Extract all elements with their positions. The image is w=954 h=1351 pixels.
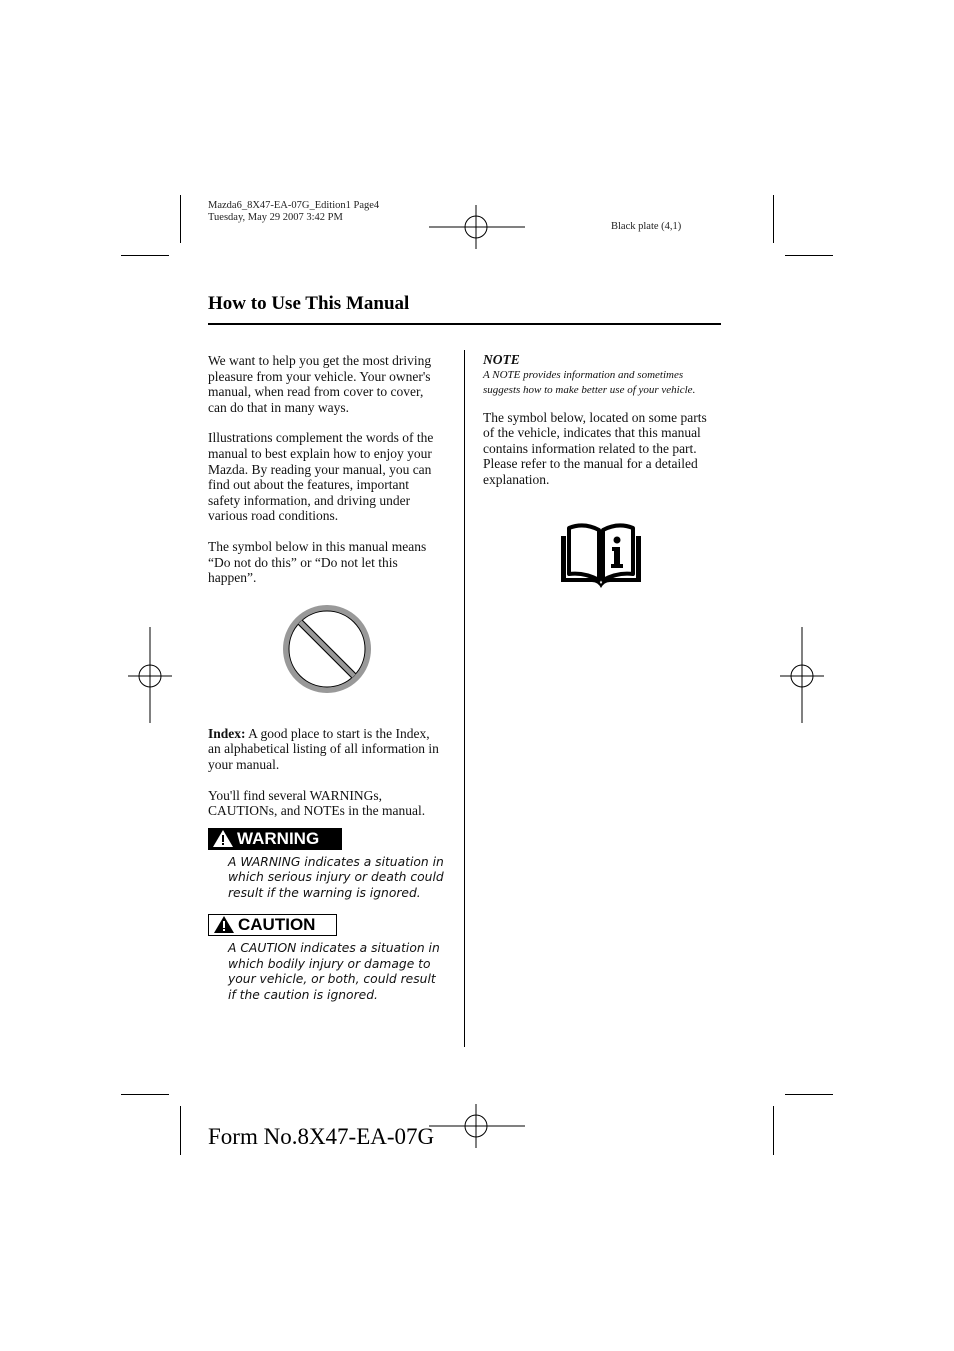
intro-paragraph: We want to help you get the most driving pleasure from your vehicle. Your owner's manual, when read from cover to cover, can do that in many ways. xyxy=(208,353,432,415)
alert-triangle-icon xyxy=(213,915,235,934)
prohibition-figure xyxy=(208,603,444,711)
note-title: NOTE xyxy=(483,352,520,367)
crop-mark xyxy=(121,1094,169,1095)
registration-mark-icon xyxy=(429,1104,525,1148)
print-info xyxy=(208,200,379,224)
warning-label: WARNING xyxy=(237,828,320,848)
manual-book-icon xyxy=(558,518,644,590)
index-text: A good place to start is the Index, an alphabetical listing of all information in your manual. xyxy=(208,725,439,772)
registration-mark-icon xyxy=(429,205,525,249)
crop-mark xyxy=(180,195,181,243)
warning-text: A WARNING indicates a situation in which serious injury or death could result if the warning is ignored. xyxy=(228,854,444,901)
caution-label: CAUTION xyxy=(238,915,316,934)
prohibition-icon xyxy=(281,603,373,695)
caution-text: A CAUTION indicates a situation in which bodily injury or damage to your vehicle, or both, could result if the caution is ignored. xyxy=(228,940,440,1002)
left-column xyxy=(208,353,444,1004)
crop-mark xyxy=(785,255,833,256)
caution-badge xyxy=(208,914,337,936)
alert-triangle-icon xyxy=(212,829,234,848)
form-number: Form No.8X47-EA-07G xyxy=(208,1124,435,1149)
registration-mark-icon xyxy=(780,627,824,723)
title-rule xyxy=(208,323,721,325)
index-paragraph xyxy=(208,726,444,773)
notices-paragraph: You'll find several WARNINGs, CAUTIONs, and NOTEs in the manual. xyxy=(208,787,426,819)
crop-mark xyxy=(785,1094,833,1095)
note-text: A NOTE provides information and sometimes suggests how to make better use of your vehicle. xyxy=(483,368,696,397)
column-divider xyxy=(464,350,465,1047)
crop-mark xyxy=(773,195,774,243)
plate-label: Black plate (4,1) xyxy=(611,221,682,232)
print-info-line2: Tuesday, May 29 2007 3:42 PM xyxy=(208,212,343,223)
print-info-line1: Mazda6_8X47-EA-07G_Edition1 Page4 xyxy=(208,200,380,211)
warning-badge xyxy=(208,828,342,850)
illustrations-paragraph: Illustrations complement the words of the manual to best explain how to enjoy your Mazda. By reading your manual, you can find out about the features, important safety information, and driving under various road conditions. xyxy=(208,430,434,524)
crop-mark xyxy=(180,1106,181,1155)
symbol-paragraph: The symbol below in this manual means “Do not do this” or “Do not let this happen”. xyxy=(208,538,427,586)
crop-mark xyxy=(773,1106,774,1155)
right-column xyxy=(483,352,719,593)
section-title: How to Use This Manual xyxy=(208,293,410,314)
manual-symbol-paragraph: The symbol below, located on some parts of the vehicle, indicates that this manual contains information related to the part. Please refer to the manual for a detailed explanation. xyxy=(483,409,707,487)
registration-mark-icon xyxy=(128,627,172,723)
crop-mark xyxy=(121,255,169,256)
index-label: Index: xyxy=(208,725,246,741)
